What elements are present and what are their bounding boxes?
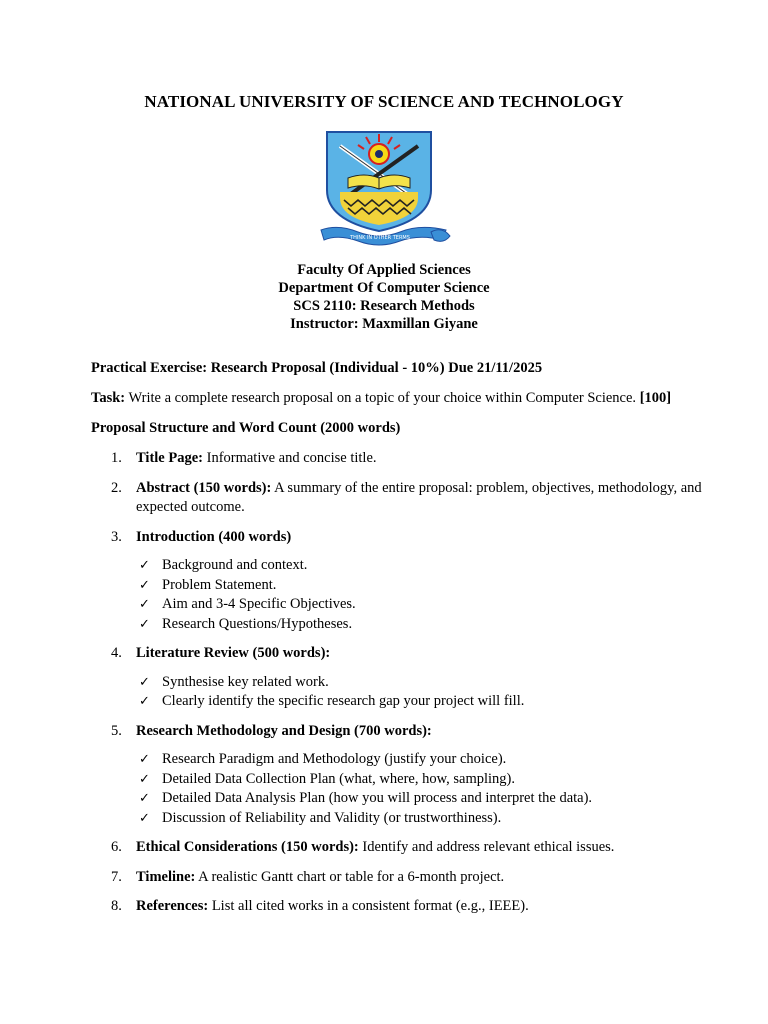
bullet-list: [136, 673, 711, 712]
section-item: [91, 644, 711, 712]
list-item: [136, 576, 711, 596]
checkmark-icon: ✓: [139, 810, 150, 826]
task-label: Task:: [91, 390, 126, 406]
list-item: [136, 556, 711, 576]
course-header: [0, 261, 768, 333]
list-item: [136, 673, 711, 693]
list-item: [136, 692, 711, 712]
faculty-line: Faculty Of Applied Sciences: [297, 262, 471, 278]
section-item: [91, 479, 711, 518]
bullet-list: [136, 750, 711, 828]
section-title: Abstract (150 words):: [136, 479, 272, 496]
checkmark-icon: ✓: [139, 791, 150, 806]
task-marks: [100]: [639, 390, 672, 406]
section-text: Identify and address relevant ethical issues.: [362, 839, 615, 855]
list-item-text: Detailed Data Collection Plan (what, where, how, sampling).: [162, 770, 516, 787]
list-item-text: Synthesise key related work.: [162, 673, 329, 690]
list-item-text: Research Paradigm and Methodology (justify your choice).: [162, 751, 507, 767]
list-item: [136, 595, 711, 615]
section-item: [91, 528, 711, 635]
section-text: A summary of the entire proposal: problem, objectives, methodology, and expected outcome.: [136, 479, 702, 515]
list-item: [136, 809, 711, 829]
checkmark-icon: ✓: [139, 616, 150, 632]
section-title: Ethical Considerations (150 words):: [136, 839, 359, 855]
section-number: 4.: [111, 645, 122, 661]
list-item-text: Problem Statement.: [162, 576, 277, 593]
section-title: Research Methodology and Design (700 words):: [136, 722, 432, 739]
list-item: [136, 615, 711, 635]
structure-heading: Proposal Structure and Word Count (2000 words): [91, 420, 401, 436]
section-item: [91, 449, 711, 469]
instructor-line: Instructor: Maxmillan Giyane: [290, 316, 478, 332]
section-item: [91, 722, 711, 829]
section-number: 2.: [111, 479, 122, 496]
bullet-list: [136, 556, 711, 634]
list-item-text: Detailed Data Analysis Plan (how you will process and interpret the data).: [162, 790, 593, 806]
checkmark-icon: ✓: [139, 674, 150, 690]
section-item: [91, 897, 711, 917]
course-line: SCS 2110: Research Methods: [293, 298, 475, 314]
list-item-text: Background and context.: [162, 557, 308, 573]
list-item-text: Discussion of Reliability and Validity (or trustworthiness).: [162, 809, 502, 826]
section-text: List all cited works in a consistent format (e.g., IEEE).: [211, 898, 529, 914]
crest-motto: THINK IN OTHER TERMS: [350, 235, 410, 241]
list-item: [136, 750, 711, 770]
university-title: NATIONAL UNIVERSITY OF SCIENCE AND TECHNOLOGY: [144, 92, 624, 111]
section-title: Timeline:: [136, 868, 196, 885]
section-text: A realistic Gantt chart or table for a 6-month project.: [198, 868, 505, 885]
checkmark-icon: ✓: [139, 771, 150, 787]
list-item-text: Clearly identify the specific research gap your project will fill.: [162, 693, 525, 709]
list-item-text: Research Questions/Hypotheses.: [162, 615, 353, 632]
section-number: 8.: [111, 898, 122, 914]
section-number: 5.: [111, 722, 122, 739]
checkmark-icon: ✓: [139, 577, 150, 593]
exercise-title: Practical Exercise: Research Proposal (Individual - 10%) Due 21/11/2025: [91, 360, 543, 376]
task-text: Write a complete research proposal on a topic of your choice within Computer Science.: [128, 390, 637, 406]
section-number: 6.: [111, 839, 122, 855]
checkmark-icon: ✓: [139, 558, 150, 573]
list-item-text: Aim and 3-4 Specific Objectives.: [162, 596, 356, 612]
section-title: Introduction (400 words): [136, 528, 292, 545]
section-item: [91, 868, 711, 888]
list-item: [136, 770, 711, 790]
section-number: 7.: [111, 868, 122, 885]
document-body: [91, 359, 711, 927]
department-line: Department Of Computer Science: [278, 280, 490, 296]
university-crest-logo: [318, 128, 458, 252]
section-title: Title Page:: [136, 450, 203, 466]
checkmark-icon: ✓: [139, 597, 150, 612]
section-item: [91, 838, 711, 858]
checkmark-icon: ✓: [139, 752, 150, 767]
sections-list: [91, 449, 711, 917]
section-number: 3.: [111, 528, 122, 545]
checkmark-icon: ✓: [139, 694, 150, 709]
section-title: References:: [136, 898, 209, 914]
task-paragraph: [91, 389, 711, 409]
list-item: [136, 789, 711, 809]
section-title: Literature Review (500 words):: [136, 645, 331, 661]
section-text: Informative and concise title.: [206, 450, 377, 466]
section-number: 1.: [111, 450, 122, 466]
